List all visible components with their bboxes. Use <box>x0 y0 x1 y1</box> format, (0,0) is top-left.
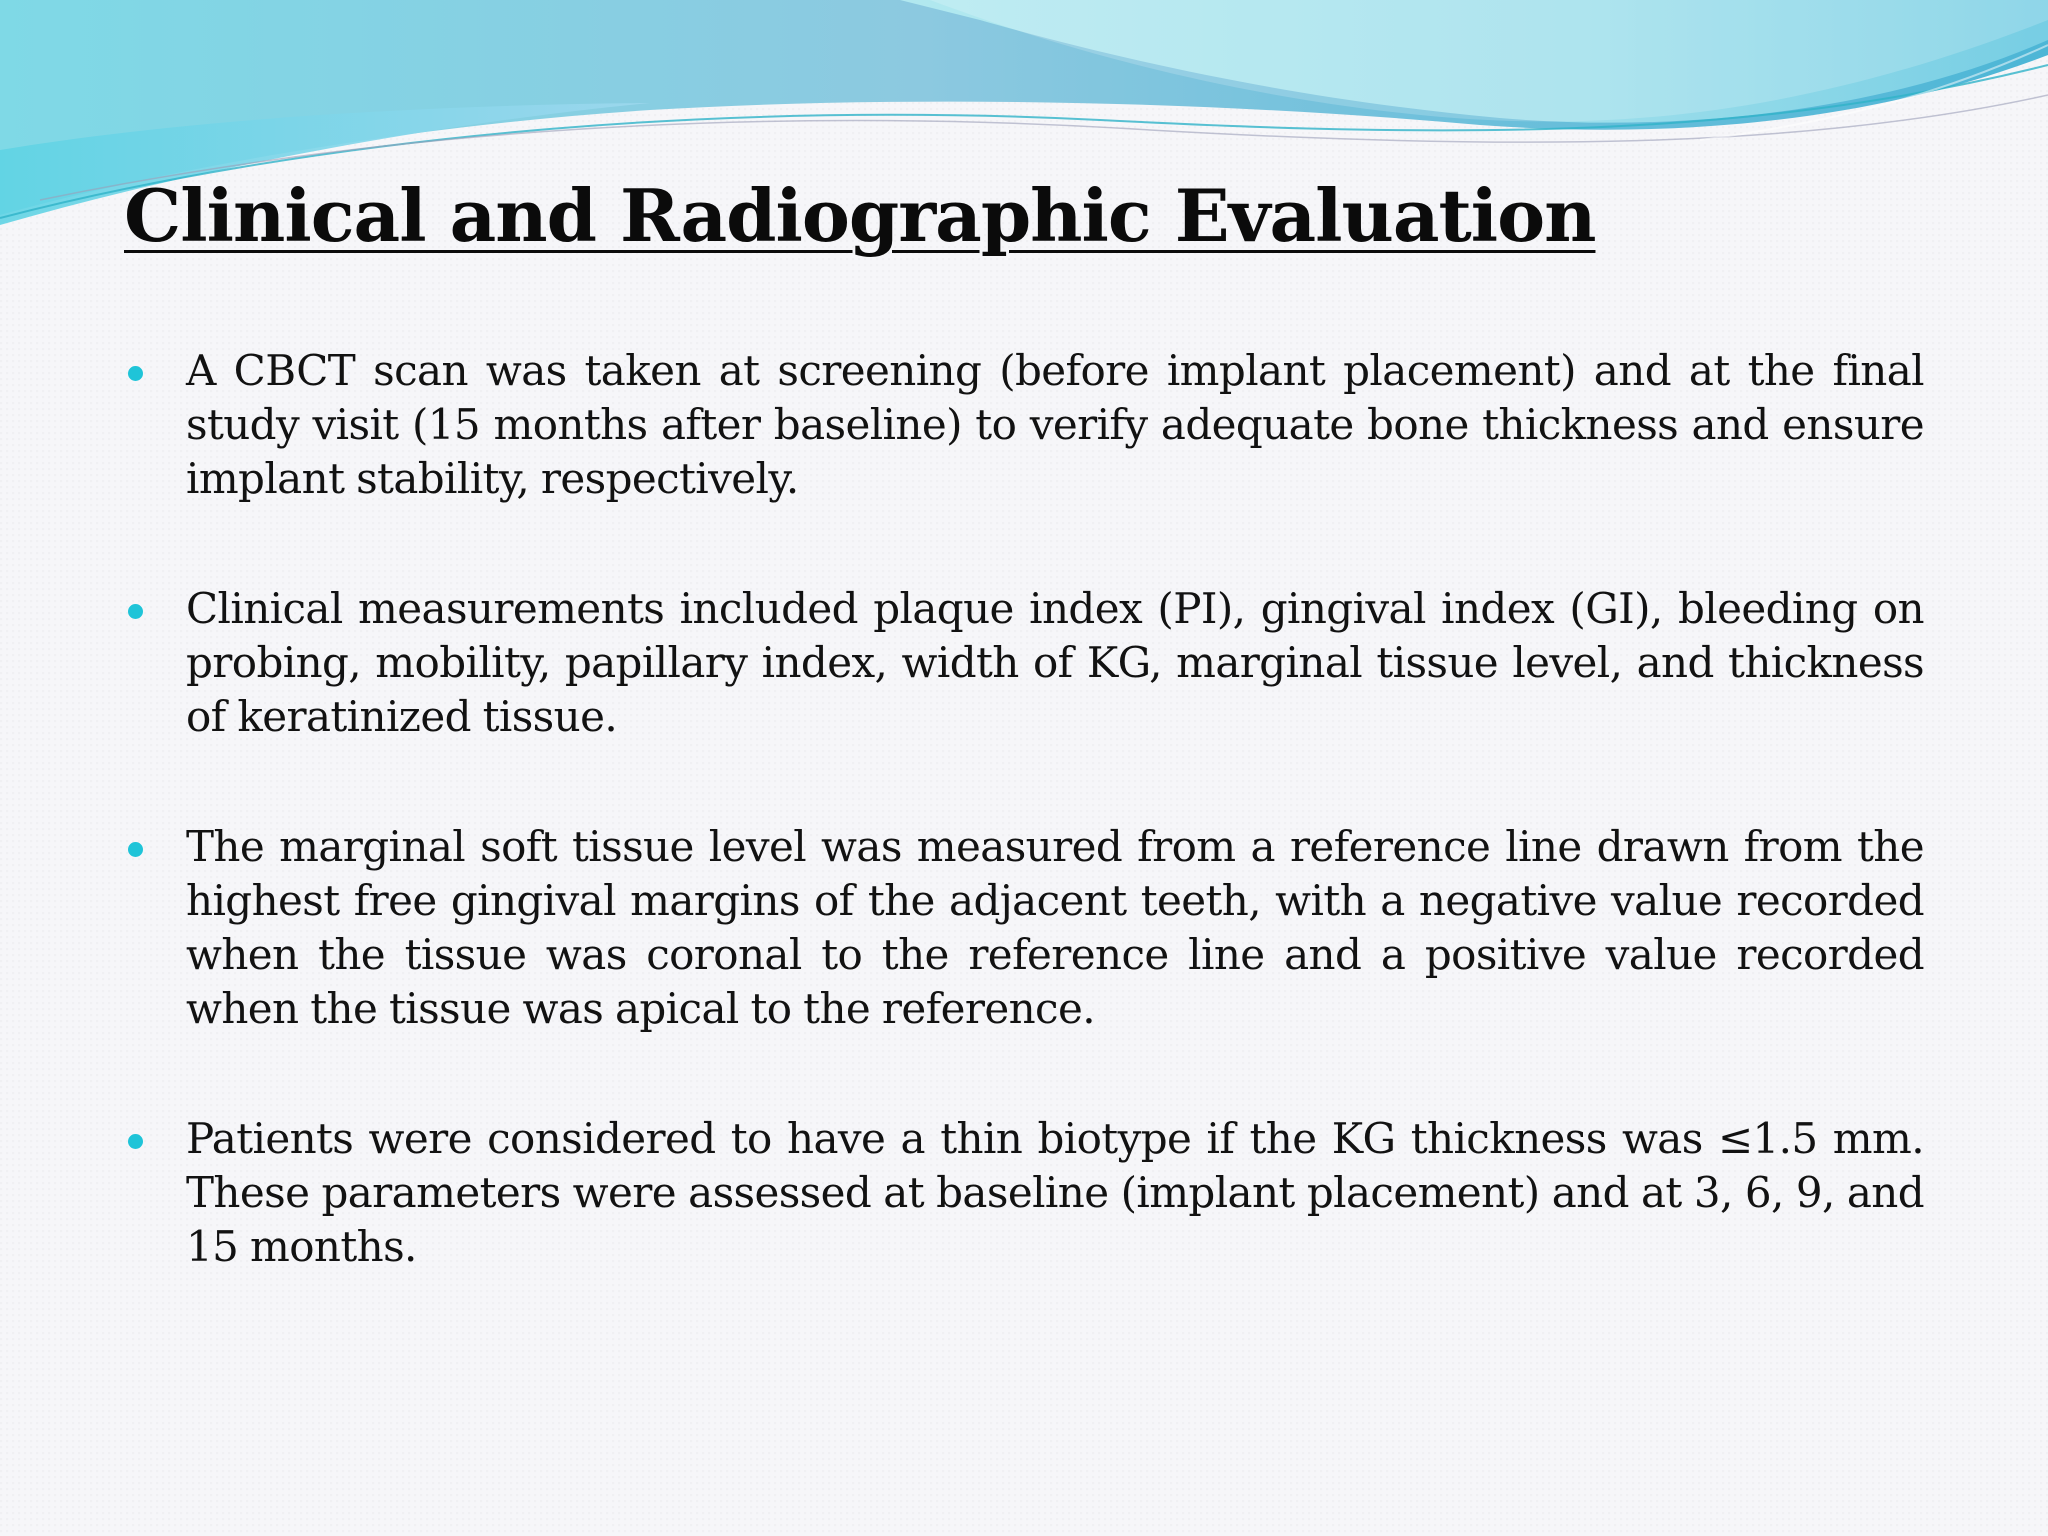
bullet-item <box>124 344 1924 506</box>
bullet-list <box>124 344 1924 1350</box>
bullet-item <box>124 1112 1924 1274</box>
slide-title: Clinical and Radiographic Evaluation <box>124 173 1596 258</box>
bullet-text: Clinical measurements included plaque index (PI), gingival index (GI), bleeding on probing, mobility, papillary index, width of KG, marginal tissue level, and thickness of keratinized tissue. <box>186 584 1924 741</box>
bullet-text: Patients were considered to have a thin biotype if the KG thickness was ≤1.5 mm. These parameters were assessed at baseline (implant placement) and at 3, 6, 9, and 15 months. <box>186 1114 1924 1271</box>
bullet-item <box>124 582 1924 744</box>
bullet-text: A CBCT scan was taken at screening (before implant placement) and at the final study visit (15 months after baseline) to verify adequate bone thickness and ensure implant stability, respectively. <box>186 346 1924 503</box>
round-bullet-icon <box>128 1134 143 1149</box>
round-bullet-icon <box>128 604 143 619</box>
round-bullet-icon <box>128 366 143 381</box>
bullet-text: The marginal soft tissue level was measured from a reference line drawn from the highest free gingival margins of the adjacent teeth, with a negative value recorded when the tissue was coronal to the reference line and a positive value recorded when the tissue was apical to the reference. <box>186 822 1924 1033</box>
round-bullet-icon <box>128 842 143 857</box>
bullet-item <box>124 820 1924 1036</box>
